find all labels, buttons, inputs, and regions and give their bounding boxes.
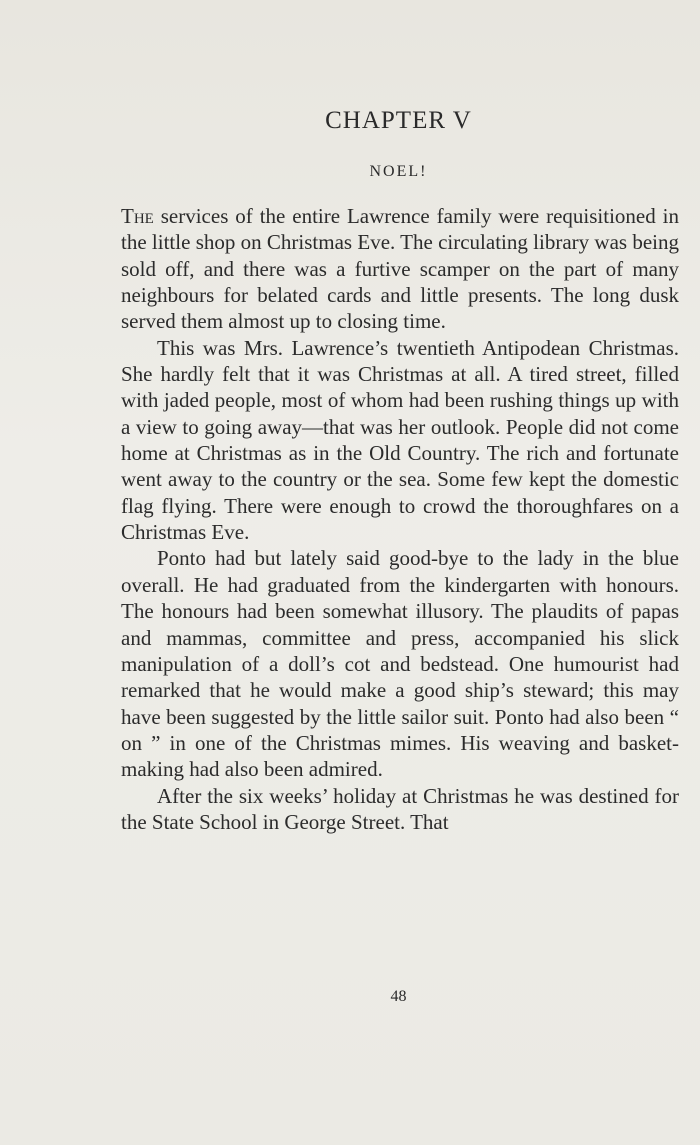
chapter-title: CHAPTER V — [325, 107, 472, 134]
paragraph-text: After the six weeks’ holiday at Christmas he was destined for the State School in George Street. That — [121, 783, 679, 834]
paragraph-text: services of the entire Lawrence family were requisitioned in the little shop on Christmas Eve. The circulating library was being sold off, and there was a furtive scamper on the part of many neighbours for belated cards and little presents. The long dusk served them almost up to closing time. — [121, 204, 679, 334]
paragraph — [121, 783, 679, 836]
paragraph-text: This was Mrs. Lawrence’s twentieth Antipodean Christmas. She hardly felt that it was Christmas at all. A tired street, filled with jaded people, most of whom had been rushing things up with a view to going away—that was her outlook. People did not come home at Christmas as in the Old Country. The rich and fortunate went away to the country or the sea. Some few kept the domestic flag flying. There were enough to crowd the thoroughfares on a Christmas Eve. — [121, 335, 679, 545]
page-number: 48 — [390, 988, 407, 1005]
paragraph — [121, 203, 679, 335]
paragraph — [121, 545, 679, 782]
chapter-subtitle: NOEL! — [369, 163, 428, 180]
paragraph-lead-word: The — [121, 204, 154, 228]
body-text — [121, 203, 679, 835]
paragraph — [121, 335, 679, 546]
paragraph-text: Ponto had but lately said good-bye to the lady in the blue overall. He had graduated from the kindergarten with honours. The honours had been somewhat illusory. The plaudits of papas and mammas, committee and press, accompanied his slick manipulation of a doll’s cot and bedstead. One humourist had remarked that he would make a good ship’s steward; this may have been suggested by the little sailor suit. Ponto had also been “ on ” in one of the Christmas mimes. His weaving and basket-making had also been admired. — [121, 546, 679, 782]
